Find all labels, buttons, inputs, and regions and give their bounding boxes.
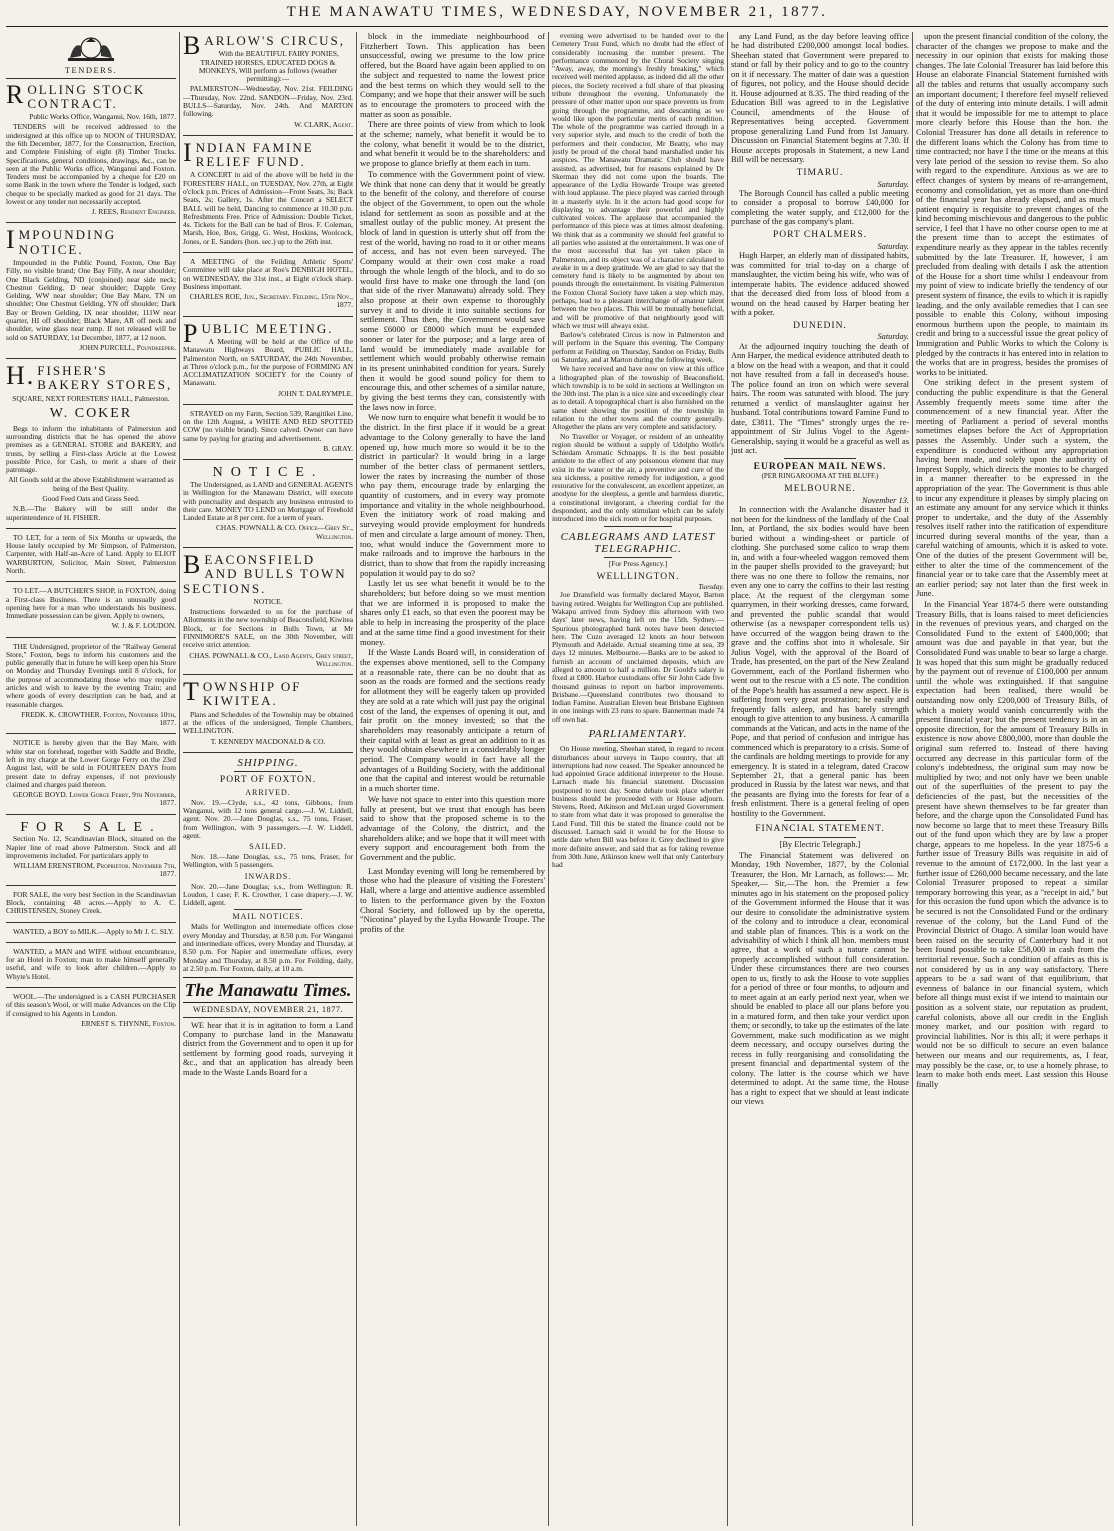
ad-beaconsfield: [183, 551, 353, 675]
ad-signature: JOHN T. DALRYMPLE.: [278, 388, 353, 398]
ad-signature: WILLIAM ERENSTROM, Proprietor. November 7th, 1877.: [13, 861, 176, 879]
dateline-place: WELLLINGTON.: [596, 571, 680, 582]
ad-heading: PUBLIC MEETING.: [183, 318, 334, 348]
ad-heading: NOTICE.: [212, 465, 324, 481]
news-paragraph: upon the present financial condition of the colony, the character of the changes we propose to make and the necessity in our opinion that exists for making those changes. The late Colonial Treasurer has laid before this House an elaborate Financial Statement furnished with all the tables and returns that usually accompany such an important document; I therefore feel myself relieved of the duty of entering into minute details. I will admit that it would be impossible for me to attempt to place more clearly before this House than the hon. the Colonial Treasurer has done all details in reference to the different loans which the Colony has from time to time contracted; nor have I the time or the means at this very late period of the session to revise them. So also with regard to the expenditure. Anxious as we are to effect changes of system by means of re-arrangement, economy and consolidation, yet as more than one-third of the financial year has already elapsed, and as much patient enquiry is requisite to prevent changes of the kind becoming mischievous and dangerous to the public service, I feel that I have no other course open to me at the present time than to accept the estimates of expenditure nearly as they appear in the tables recently submitted by the late Treasurer. If, however, I am precluded from dealing with details I ask the attention of the House for a short time whilst I endeavour from my point of view to indicate briefly the tendency of our present system of finance, the evils to which it is rapidly leading, and the only available remedies that I can see possible to enable this Colony, without imposing enormous burthens upon the people, to maintain its credit and bring to a successful issue the great policy of Immigration and Public Works to which the Colony is pledged by the contracts it has entered into in relation to the works that are in progress, besides the promises of works to be initiated.: [916, 32, 1108, 377]
divider: [604, 526, 673, 527]
divider: [784, 837, 855, 838]
column-rule: [356, 32, 357, 1526]
masthead-rule: [6, 26, 1108, 27]
ad-subheading: NOTICE.: [253, 596, 283, 606]
ad-body: With the BEAUTIFUL FAIRY PONIES, TRAINED HORSES, EDUCATED DOGS & MONKEYS, Will perform as follows (weather permitting):—: [198, 49, 339, 84]
ad-heading: W. COKER: [49, 406, 133, 422]
paper-date: WEDNESDAY, NOVEMBER 21, 1877.: [183, 1005, 353, 1017]
ad-for-sale: [6, 818, 176, 886]
paper-title: The Manawatu Times.: [183, 977, 353, 1003]
ad-body: TO LET, for a term of Six Months or upwards, the House lately occupied by Mr Simpson, of Palmerston, Carpenter, with Half-an-Acre of Land. Apply to ELIOT WARBURTON, Solicitor, Main Street, Palmerston North.: [6, 532, 176, 575]
ad-line: Good Feed Oats and Grass Seed.: [42, 493, 140, 503]
mail-body: Mails for Wellington and intermediate offices close every Monday and Thursday, at 8.50 p.m. For Wanganui and intermediate offices, every Monday and Thursday, at 8.50 p.m. For Napier and intermediate offices, every Monday and Thursday, at 8.50 p.m. For Feilding, daily, at 2.50 p.m. For Foxton, daily, at 10 a.m.: [183, 922, 353, 973]
ad-body: STRAYED on my Farm, Section 539, Rangitikei Line, on the 12th August, a WHITE AND RED SPOTTED COW (no visible brand). Since calved. Owner can have same by paying for grazing and advertisement.: [183, 408, 353, 443]
ad-body: A CONCERT in aid of the above will be held in the FORESTERS' HALL, on TUESDAY, Nov. 27th, at Eight o'clock p.m. Prices of Admission—Front Seats, 3s; Back Seats, 2s; Gallery, 1s. After the Concert a SELECT BALL will be held, Dancing to commence at 10.30 p.m. Refreshments Free. Price of Admission: Double Ticket, 4s. Tickets for the Ball can be had of Bros. F. Coleman, Marsh, Hoe, Box, Grigg, G. West, Hoskins, Woolcock, Jones, or E. Sanders (hon. sec.) up to the 26th inst.: [183, 170, 353, 246]
dateline-place: TIMARU.: [796, 167, 844, 178]
column-1: [6, 32, 176, 1527]
press-agency-label: [For Press Agency.]: [608, 559, 668, 569]
telegraph-label: [By Electric Telegraph.]: [779, 840, 861, 850]
shipping-heading: SHIPPING.: [237, 756, 299, 769]
port-heading: PORT OF FOXTON.: [219, 775, 317, 786]
ad-rolling-stock: [6, 81, 176, 224]
ad-wool: [6, 991, 176, 1034]
ad-body: A Meeting will be held at the Office of the Manawatu Highways Board, PUBLIC HALL, Palmerston North, on SATURDAY, the 24th November, at Three o'clock p.m., for the purpose of FORMING AN ACCLIMATIZATION SOCIETY for the County of Manawatu.: [183, 336, 353, 388]
ad-body: THE Undersigned, proprietor of the "Railway General Store," Foxton, begs to inform his customers and the public generally that in future he will keep open his Store on Monday and Thursday Evenings until 8 o'clock, for the purpose of accommodating those who may require articles and wish to leave by the evening Train; and where goods of every description can be had, and at reasonable charges.: [6, 641, 176, 709]
ad-circus: [183, 32, 353, 136]
news-paragraph: In the Financial Year 1874-5 there were outstanding Treasury Bills, that is loans raised to meet deficiencies in the revenues of previous years, and charged on the Consolidated Fund to the extent of £400,000; that amount was due and payable in that year, but the Consolidated Fund was unable to bear so large a charge. It was hoped that this sum might be gradually reduced by the payment out of revenue of £100,000 per annum until the whole was extinguished. If that sanguine expectation had been realised, there would be outstanding now only £200,000 of Treasury Bills, of which a moiety would vanish concurrently with the present financial year; but the present tendency is in an opposite direction, for the amount of Treasury Bills in existence is now above £800,000, more than double the original sum referred to. Instead of there having occurred any decrease in this particular form of the colony's indebtedness, the original sum may now be multiplied by two; and not only have we been unable out of the superfluities of the present to pay the deficiencies of the past, but the necessities of the present have shewn themselves to be far greater than before, and the charge upon the Consolidated Fund has now become so large that to meet these Treasury Bills out of the fund upon which they are by law a proper charge, appears to me hopeless. In the year 1875-6 a further issue of Treasury Bills was requisite in aid of revenue to the amount of £172,000. In the last year a further issue of £260,000 became necessary, and the late Colonial Treasurer proposed to repeat a similar temporary borrowing this year, as a "receipt in aid," but for this occasion the fund upon which the advance is to be secured is not the Consolidated Fund or the ordinary revenue of the colony, but the Land Fund of the Provincial District of Otago. A similar loan would have been raised on the security of Canterbury had it not been found possible to take £58,000 in cash from the territorial revenue. Such a condition of affairs as this is not considered by us in any way satisfactory. There appears to be a sad want of that equilibrium, that evenness of balance in our financial system, which before all things must exist if we intend to maintain our position as a solvent state, our reputation as prudent, careful colonists, above all our credit in the English money market, and our position with regard to provincial liabilities. Nor is this all; it were perhaps it would not be so difficult to secure an even balance between our means and our requirements, as, I fear, may possibly be the case, or, to use a homely phrase, to learn to make both ends meet. Last session this House finally: [916, 599, 1108, 1089]
leader-paragraph: If the Waste Lands Board will, in consideration of the expenses above mentioned, sell to the Company at a reasonable rate, there can be no doubt that as soon as the roads are formed and the sections ready for allotment they will be eagerly taken up provided they are sold at a rate which will just pay the original cost of the land, the expenses of opening it out, and fair profit on the money invested; so that the shareholders may reasonably anticipate a return of their capital with at least as great an addition to it as they would obtain elsewhere in a considerably longer period. The Company would in fact have all the advantages of a Building Society, with the additional one that the capital and interest would be returnable in a much shorter time.: [360, 647, 545, 794]
ad-body: WANTED, a BOY to MILK.—Apply to Mr J. C. SLY.: [13, 926, 175, 936]
divider: [784, 820, 855, 821]
ad-body: WANTED, a MAN and WIFE without encumbrance, for an Hotel in Foxton; man to make himself generally useful, and wife to look after children.—Apply to Whyte's Hotel.: [6, 946, 176, 981]
inwards-body: Nov. 20.—Jane Douglas; s.s., from Wellington: R. Loudon, 1 case; F. K. Crowther, 1 case drapery.—J. W. Liddell, agent.: [183, 881, 353, 908]
dateline-day: Saturday.: [877, 332, 909, 342]
dateline-day: Tuesday.: [698, 582, 724, 592]
ad-signature: ERNEST S. THYNNE, Foxton.: [81, 1018, 176, 1028]
ad-heading: FOR SALE.: [20, 819, 162, 835]
news-paragraph: The Financial Statement was delivered on Monday, 19th November, 1877, by the Colonial Treasurer, the Hon. Mr Larnach, as follows:— Mr. Speaker,— Sir,—The hon. the Premier a few minutes ago in his statement on the proposed policy of the Government informed the House that it was our desire to consolidate the administrative system of the colony and to introduce a clear, economical and stable plan of finances. This is a work on the advisability of which I think all hon. members must agree, that a work of such a nature cannot be properly accomplished without full consideration. Under these circumstances there are two courses open to us, firstly to ask the House to vote supplies for a period of three or four months, to adjourn and to meet again at an early period next year, when we should be enabled to place all our plans before you in a matured form, and then take your verdict upon them; or secondly, to take up the estimates of the late Government, make such modification as we might deem necessary, and occupy ourselves during the recess in fully reorganising and consolidating the present financial and departmental system of the colony. The latter is the course which we have determined to adopt. At the same time, the House has a right to expect that we should at least indicate our views: [731, 850, 909, 1107]
column-6: [916, 32, 1108, 1527]
leader-paragraph: WE hear that it is in agitation to form a Land Company to purchase land in the Manawatu district from the Government and to open it up for settlement by forming good roads, surveying it &c., and that an application has already been made to the Waste Lands Board for a: [183, 1020, 353, 1077]
ad-to-let-house: [6, 532, 176, 582]
ad-heading: ROLLING STOCK CONTRACT.: [6, 79, 146, 111]
dateline-day: November 13.: [862, 495, 909, 505]
ad-heading: INDIAN FAMINE RELIEF FUND.: [183, 137, 314, 170]
ad-signature: CHAS. POWNALL & CO. Office—Grey St., Wellington.: [215, 523, 353, 541]
ad-line: All Goods sold at the above Establishment warranted as being of the Best Quality.: [8, 475, 174, 493]
leader-paragraph: There are three points of view from which to look at the scheme; namely, what benefit it would be to the colony, what benefit it would be to the district, and what benefit it would be to the shareholders: and we propose to glance briefly at them each in turn.: [360, 119, 545, 169]
news-paragraph: Joe Dransfield was formally declared Mayor, Barton having retired. Weights for Wellington Cup are published. Wakapu arrived from Sydney this afternoon with two days' later news, having left on the 15th. Sydney.—Spurious photographed bank notes have been detected here. The Cuzo averaged 12 knots an hour between Plymouth and Adelaide. Actual steaming time at sea, 39 days 12 minutes. Melbourne.—Banks are to be asked to furnish an account of unclaimed deposits, which are alleged to amount to half a million. Dr Goold's salary is fixed at £800. Harbor custodians offer Sir John Cade five thousand guineas to report on harbor improvements. Brisbane.—Queensland contributes two thousand to Indian Famine. Australian Eleven beat Brisbane Eighteen in one innings with 23 runs to spare. Bannerman made 74 off own bat.: [552, 590, 724, 724]
dateline-place: PORT CHALMERS.: [772, 229, 868, 240]
ad-signature: CHARLES ROE, Jun., Secretary. Feilding, 15th Nov., 1877.: [189, 292, 353, 310]
dateline-day: Saturday.: [877, 179, 909, 189]
leader-paragraph: To commence with the Government point of view. We think that none can deny that it would be greatly to the benefit of the colony, and therefore of course the object of the Government, to open out the whole island for settlement as soon as possible and at the smallest outlay of the public money. At present the block of land in question is utterly shut off from the rest of the world, having no road to it or other means of access, and has not even been surveyed. The Company would at their own cost make a road through the whole length of the block, and to do so would first have to make one through the land (on that side of the river Manawatu) already sold. They also propose at their own expense to thoroughly survey it and to divide it into suitable sections for settlement. Thus then, the Government would save some £6000 or £8000 which must be expended sooner or later for the purpose; and a large area of land would be immediately made available for settlement which would probably otherwise remain in its present uninhabited condition for years. Surely then it would be good sound policy for them to encourage this, and other schemes of a similar nature, by giving the best terms they can, consistently with the laws now in force.: [360, 168, 545, 412]
column-rule: [727, 32, 728, 1526]
dateline-place: MELBOURNE.: [784, 484, 856, 495]
ad-for-sale-section: [6, 889, 176, 923]
ad-body: WOOL.—The undersigned is a CASH PURCHASER of this season's Wool, or will make Advances on the Clip if consigned to his Agents in London.: [6, 992, 176, 1018]
mail-heading: MAIL NOTICES.: [232, 912, 304, 922]
news-paragraph: No Traveller or Voyager, or resident of an unhealthy region should be without a supply of Udolpho Wolfe's Schiedam Aromatic Schnapps. It is the best possible antidote to the effect of any poisonous element that may exist in the water or the air, a preventive and cure of the sea sickness, a positive remedy for indigestion, a good restorative for the convalescent, an excellent appetizer, an anodyne for the sleepless, a gentle and harmless diuretic, a constitutional invigorant, a cheering cordial for the despondent, and the only stimulant which can be safely introduced into the sick room or for hospital purposes.: [552, 431, 724, 524]
column-rule: [548, 32, 549, 1526]
news-paragraph: Barlow's celebrated Circus is now in Palmerston and will perform in the Square this evening. The Company perform at Feilding on Thursday, Sandon on Friday, Bulls on Saturday, and at Marton during the following week.: [552, 330, 724, 364]
ad-signature: W. CLARK, Agent.: [294, 119, 353, 129]
ad-body: Instructions forwarded to us for the purchase of Allotments in the new township of Beaconsfield, Kiwitea Block, or for Sections in Bulls Town, at Mr FINNIMORE'S SALE, on the 30th November, will receive strict attention.: [183, 607, 353, 650]
news-paragraph: One striking defect in the present system of conducting the public expenditure is that the General Assembly frequently meets some time after the commencement of a new financial year. After the meeting of Parliament a period of several months sometimes elapses before the Act of Appropriation passes the Assembly. Under such a system, the expenditure is conducted without any appropriation having been made, and solely upon the authority of Imprest Supply, which directs the monies to be charged in a manner thereafter to be expressed in the appropriation of the year. The Government is thus able to incur any expenditure it pleases by simply placing on an estimate any amount for any service which it thinks proper to undertake, and the duty of the Assembly resolves itself rather into the ratification of expenditure incurred during several months of the year, than a careful watching of amounts, which it is asked to vote. One of the duties of the present Government will be, either to alter the time of the commencement of the financial year or to take care that the Assembly meet at an earlier period; say not later than the first week in June.: [916, 377, 1108, 599]
ad-body: Plans and Schedules of the Township may be obtained at the offices of the undersigned, Temple Chambers, WELLINGTON.: [183, 709, 353, 736]
ad-body: NOTICE is hereby given that the Bay Mare, with white star on forehead, together with Saddle and Bridle, left in my charge at the Lower Gorge Ferry on the 23rd August last, will be sold in FOURTEEN DAYS from present date to defray expenses, if not previously claimed and charges paid thereon.: [6, 738, 176, 789]
news-paragraph: On House meeting, Sheehan stated, in regard to recent disturbances about surveys in Taupo country, that all interruptions had now ceased. The Speaker announced he had appointed Grace additional interpreter to the House. Larnach made his financial statement. Discussion postponed to next day. Some debate took place whether business should be proceeded with or House adjourn. Stevens, Reed, Atkinson and McLean urged Government to state from what date it was proposed to generalise the Land Fund. Till this be stated the finance could not be discussed. Larnach said it would be for the House to settle date when Bill was before it. Grey declined to give more definite answer, and said that as for taking revenue from 30th June, Atkinson knew well that only Canterbury had: [552, 744, 724, 870]
ad-body: FOR SALE, the very best Section in the Scandinavian Block, containing 48 acres.—Apply to A. C. CHRISTENSEN, Stoney Creek.: [6, 889, 176, 916]
divider: [604, 557, 673, 558]
news-paragraph: We have received and have now on view at this office a lithographed plan of the township of Beaconsfield, which township is to be sold in sections at Wellington on the 30th inst. The plan is a nice size and exceedingly clear as to detail. A topographical chart is also furnished on the same sheet showing the position of the township in relation to the other towns and the county generally. Altogether the plans are very complete and satisfactory.: [552, 364, 724, 432]
cablegrams-heading: CABLEGRAMS AND LATEST TELEGRAPHIC.: [560, 530, 716, 555]
european-mail-heading: EUROPEAN MAIL NEWS.: [753, 461, 887, 472]
financial-statement-heading: FINANCIAL STATEMENT.: [755, 824, 885, 835]
ad-strayed: [183, 408, 353, 460]
column-rule: [179, 32, 180, 1526]
ad-athletic-meeting: [183, 256, 353, 317]
inwards-heading: INWARDS.: [244, 871, 292, 881]
ad-body: Section No. 12, Scandinavian Block, situated on the Napier line of road above Palmerston. Stock and all improvements included. For particulars apply to: [6, 834, 176, 860]
ad-public-meeting: [183, 320, 353, 405]
ad-signature: FREDK. K. CROWTHER. Foxton, November 10th, 1877.: [21, 709, 176, 728]
ad-signature: T. KENNEDY MACDONALD & CO.: [210, 736, 326, 746]
divider: [234, 909, 302, 910]
ad-fisher-bakery: [6, 362, 176, 529]
column-5: [731, 32, 909, 1527]
ad-dates: PALMERSTON—Wednesday, Nov. 21st. FEILDING—Thursday, Nov. 22nd. SANDON—Friday, Nov. 23rd. BULLS—Saturday, Nov. 24th. And MARTON following.: [183, 84, 353, 119]
ad-famine-fund: [183, 139, 353, 253]
ad-body: TO LET.—A BUTCHER'S SHOP, in FOXTON, doing a First-class Business. There is an unusually good opening here for a man who understands his business. Immediate possession can be given. Apply to owners,: [6, 586, 176, 621]
ad-heading: H.FISHER'S BAKERY STORES,: [6, 361, 173, 393]
ad-signature: CHAS. POWNALL & CO., Land Agents, Grey street, Wellington.: [189, 650, 353, 668]
column-4: [552, 32, 724, 1527]
ad-signature: B. GRAY.: [323, 444, 353, 454]
leader-paragraph: block in the immediate neighbourhood of Fitzherbert Town. This application has been unsuccessful, owing we presume to the low price offered, but the Board have again been applied to on the subject and requested to name the lowest price and the best terms on which they would sell to the Company; and we hope that their answer will be such as to encourage the promoters to proceed with the matter as soon as possible.: [360, 32, 545, 119]
arrived-heading: ARRIVED.: [245, 787, 291, 797]
ad-railway-store: [6, 641, 176, 735]
masthead: THE MANAWATU TIMES, WEDNESDAY, NOVEMBER 21, 1877.: [286, 4, 828, 20]
ad-body: Begs to inform the inhabitants of Palmerston and surrounding districts that he has opened the above premises as a GENERAL STORE and BAKERY, and trusts, by selling a First-class Article at the Lowest possible Price, for Cash, to merit a share of their patronage.: [6, 423, 176, 475]
ad-signature: JOHN PURCELL, Poundkeeper.: [79, 342, 176, 352]
tenders-label: TENDERS.: [6, 66, 176, 79]
column-3: [360, 32, 545, 1527]
ad-body: The Undersigned, as LAND and GENERAL AGENTS in Wellington for the Manawatu District, will execute with punctuality and despatch any business entrusted to their care. MONEY TO LEND on Mortgage of Freehold Landed Estate at 8 per cent. for a term of years.: [183, 479, 353, 523]
news-paragraph: Last Monday evening will long be remembered by those who had the pleasure of visiting the Foresters' Hall, where a large and attentive audience assembled to listen to the performance given by the Foxton Choral Society, and followed up by the operetta, "Nicotina" played by the Lydia Howarde Troupe. The profits of the: [360, 865, 545, 934]
european-mail-sub: (PER RINGAROOMA AT THE BLUFF.): [761, 472, 879, 481]
ad-office: Public Works Office, Wanganui, Nov. 16th, 1877.: [29, 112, 176, 122]
royal-arms-icon: [56, 32, 126, 64]
ad-signature: GEORGE BOYD. Lower Gorge Ferry, 9th November, 1877.: [12, 790, 176, 808]
ad-body: A MEETING of the Feilding Athletic Sports' Committee will take place at Roe's DENBIGH HOTEL, on WEDNESDAY, the 31st inst., at Eight o'clock sharp. Business important.: [183, 256, 353, 291]
leader-paragraph: We now turn to enquire what benefit it would be to the district. In the first place if it would be a great advantage to the Colony generally to have the land opened up, how much more so would it be to the district in particular? It would bring in a large number of the better class of permanent settlers, lower the rates by increasing the number of those who pay them, encourage trade by enlarging the quantity of customers, and in every way promote importance and vitality in the whole neighbourhood. Even the initiatory work of road making and surveying would provide employment for hundreds of men and circulate a large amount of money. Then, too, what would induce the Government more to make railroads and to improve the harbours in the district, than to show that from the rapidly increasing population it would pay to do so?: [360, 412, 545, 578]
news-paragraph: In connection with the Avalanche disaster had it not been for the kindness of the landlady of the Coal Inn, at Portland, the six bodies would have been buried without a winding-sheet or particle of clothing. She purchased some calico to wrap them in, and with a four-wheeled waggon removed them in the pauper shells provided to the graveyard; but there was no one there to follow the remains, nor even any one to carry the coffins to their last resting place. At the request of the clergyman some quarrymen, in their working dresses, came forward, and prevented the public scandal that would otherwise (as a newspaper correspondent tells us) have occurred of the waggon being drawn to the grave and the coffins shot into it wholesale. Sir Julius Vogel, with the approval of the Board of Trade, has presented, on the part of the New Zealand Government, each of the Portland fishermen who went out to the rescue with a £5 note. The condition of the Pope's health has assumed a new aspect. He is suffering from very great prostration; he easily and frequently falls asleep, and has barely strength enough to give attention to any business. A camarilla commands at the Vatican, and acts in the name of the Pope, and that period of confusion and intrigue has commenced which is preparatory to a crisis. Some of the cardinals are holding meetings to provide for any emergency. It is stated in a telegram, dated Cracow September 21, that a general panic has been produced in Russia by the latest war news, and that the peasants are flying into the forests for fear of a fresh enlistment. There is a general feeling of open hostility to the Government.: [731, 505, 909, 818]
ad-body: Impounded in the Public Pound, Foxton, One Bay Filly, no visible brand; One Bay Filly, A near shoulder; One Black Gelding, ND (conjoined) near side neck; Chestnut Gelding, D near shoulder; Dapple Grey Gelding, WW near shoulder; One Bay Mare, TN on shoulder; One Chestnut Gelding, YN off shoulder; Dark Bay or Brown Gelding, IX near shoulder, 111W near quarter, HI off shoulder; Black Mare, AR off neck and shoulder, wine glass near rump. If not released will be sold on SATURDAY, 1st December, 1877, at 12 noon.: [6, 258, 176, 342]
divider: [784, 458, 855, 459]
ad-line: N.B.—The Bakery will be still under the superintendence of H. FISHER.: [6, 504, 176, 522]
column-rule: [912, 32, 913, 1526]
ad-heading: TOWNSHIP OF KIWITEA.: [183, 677, 302, 709]
ad-impounding: [6, 226, 176, 359]
news-paragraph: The Borough Council has called a public meeting to consider a proposal to borrow £40,000 for completing the water supply, and £12,000 for the purchase of the gas company's plant.: [731, 189, 909, 227]
news-paragraph: Hugh Harper, an elderly man of dissipated habits, was committed for trial to-day on a charge of manslaughter, the victim being his wife, who was of intemperate habits. The evidence adduced showed that the deceased died from loss of blood from a wound on the head caused by Harper beating her with a poker.: [731, 251, 909, 318]
news-paragraph: any Land Fund, as the day before leaving office he had distributed £200,000 amongst local bodies. Sheehan stated that Government were prepared to stand or fall by their policy and to go to the country on it if necessary. The matter of date was a question of figures, not policy, and the House should decide it. House adjourned at 8.35. The third reading of the Education Bill was agreed to in the Legislative Council, amendments of the House of Representatives being accepted. Government propose generalizing Land Fund from 1st January. Discussion on Financial Statement begins at 7.30. If House accepts proposals in Statement, a new Land Bill will be necessary.: [731, 32, 909, 165]
arrived-body: Nov. 19.—Clyde, s.s., 42 tons, Gibbons, from Wanganui, with 12 tons general cargo.—J. W. Liddell, agent. Nov. 20.—Jane Douglas, s.s., 75 tons, Fraser, from Wellington, with 9 passengers.—J. W. Liddell, agent.: [183, 797, 353, 840]
divider: [604, 742, 673, 743]
ad-wanted-boy: [6, 926, 176, 943]
sailed-heading: SAILED.: [249, 842, 287, 852]
news-paragraph: At the adjourned inquiry touching the death of Ann Harper, the medical evidence attributed death to a blow on the head with a weapon, and that it could not have resulted from a fall in deceased's house. The police found an iron on which were several hairs. The room was saturated with blood. The jury returned a verdict of manslaughter against her husband. Total contributions toward Famine Fund to date, £3811. The "Times" strongly urges the re-appointment of Sir Julius Vogel to the Agent-Generalship, saying it would be a graceful as well as just act.: [731, 341, 909, 456]
ad-signature: J. REES, Resident Engineer.: [91, 207, 176, 217]
ad-notice-agents: [183, 463, 353, 548]
news-paragraph: evening were advertised to be handed over to the Cemetery Trust Fund, which no doubt had the effect of considerably increasing the number present. The performance commenced by the Choral Society singing "Away, away, the morning's freshly breaking," which received well merited applause, as indeed did all the other pieces, the Society received a full share of that pleasing tribute throughout the evening. Unfortunately the pressure of other matter upon our space prevents us from going through the programme, and descanting as we would like upon the particular merits of each rendition. The whole of the programme was carried through in a very superior style, and much to the credit of both the performers and their conductor, Mr Beatty, who may justly be proud of the choral band marshalled under his auspices. The Manawatu Dramatic Club should have assisted, as advertised, but for reasons explained by Dr Skerman they did not come upon the boards. The appearance of the Lydia Howarde Troupe was greeted with loud applause. The piece played was carried through in a masterly style. In it the actors had good scope for displaying to advantage their powerful and highly cultivated voices. The applause that accompanied the performance of this piece was at times almost deafening. We think that as a community we should feel grateful to all parties who assisted at the entertainment. It was one of the most successful that has yet taken place in Palmerston, and its object was of a character calculated to awake in us a deep gratitude. We are glad to say that the cemetery fund is likely to be augmented by about ten pounds through the entertainment. In visiting Palmerston the Foxton Choral Society have taken a step which may, perhaps, lead to a pleasant interchange of amateur talent between the two places. This will be mutually beneficial, and will be promotive of that neighbourly good will which we trust will always exist.: [552, 32, 724, 330]
divider: [234, 771, 302, 772]
leader-paragraph: Lastly let us see what benefit it would be to the shareholders; but before doing so we must mention that we are informed it is proposed to make the shares only £1 each, so that even the poorest may be able to help in increasing the prosperity of the place and at the same time find a good investment for their money.: [360, 578, 545, 647]
ad-wanted-man-wife: [6, 946, 176, 988]
sailed-body: Nov. 18.—Jane Douglas, s.s., 75 tons, Fraser, for Wellington, with 5 passengers.: [183, 852, 353, 870]
ad-body: TENDERS will be received addressed to the undersigned at this office up to NOON of THURSDAY, the 6th December, 1877, for the Construction, Erection, and Complete Finishing of eight (8) Timber Trucks. Specifications, general conditions, drawings, &c., can be seen at the Public Works office, Wanganui and Foxton. Tenders must be accompanied by a cheque for £20 on some Bank in the town where the Tender is lodged, such cheque to be specially marked as good for 21 days. The lowest or any tender not necessarily accepted.: [6, 122, 176, 206]
ad-notice-mare: [6, 737, 176, 814]
ad-kiwitea: [183, 678, 353, 753]
column-2: [183, 32, 353, 1527]
leader-paragraph: We have not space to enter into this question more fully at present, but we trust that enough has been said to show that the proposed scheme is to the advantage of the Colony, the district, and the shareholders alike; and we hope that it will meet with every support and encouragement both from the Government and the public.: [360, 793, 545, 863]
ad-signature: W. J. & F. LOUDON.: [111, 621, 176, 631]
ad-heading: BEACONSFIELD AND BULLS TOWN SECTIONS.: [183, 549, 347, 596]
ad-to-let-butcher: [6, 585, 176, 637]
dateline-day: Saturday.: [877, 241, 909, 251]
dateline-place: DUNEDIN.: [793, 320, 847, 331]
parliamentary-heading: PARLIAMENTARY.: [588, 727, 688, 740]
ad-heading: BARLOW'S CIRCUS,: [183, 32, 346, 60]
ad-subheading: SQUARE, NEXT FORESTERS' HALL, Palmerston.: [12, 393, 170, 403]
ad-heading: IMPOUNDING NOTICE.: [6, 225, 117, 257]
